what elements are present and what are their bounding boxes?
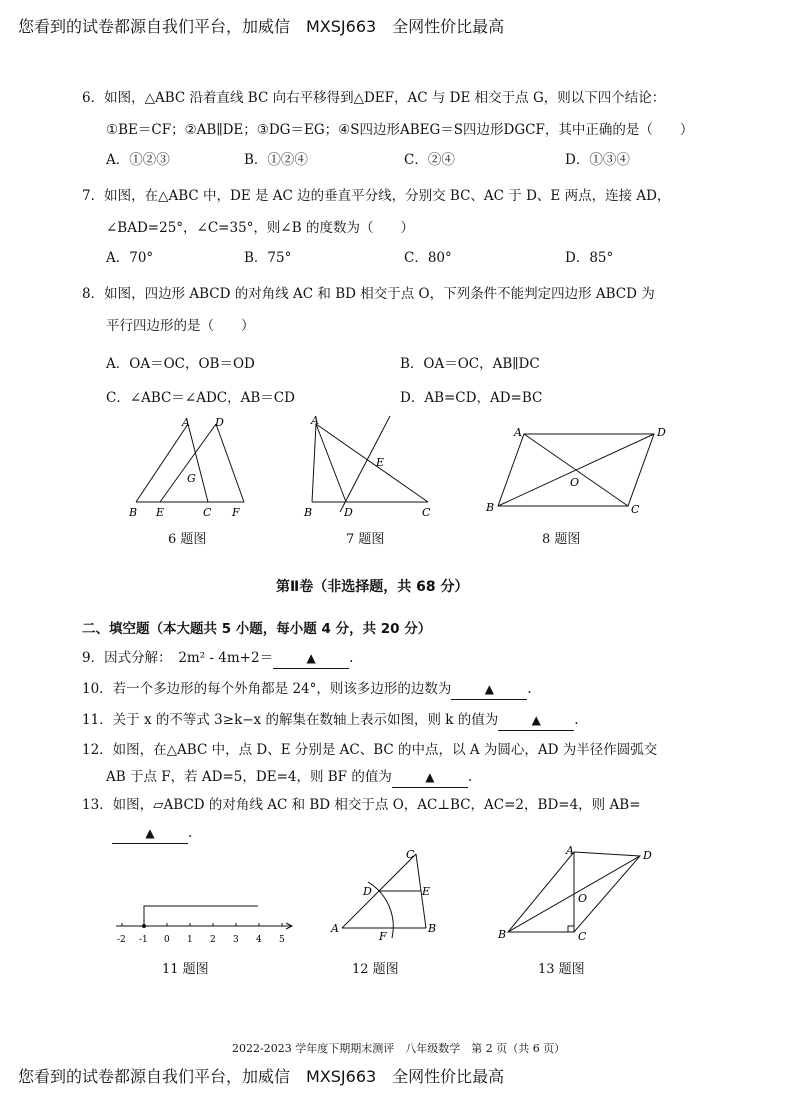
q11-answer-blank[interactable]: ▲ xyxy=(498,710,574,731)
fig7-caption: 7 题图 xyxy=(346,532,385,547)
q10-answer-blank[interactable]: ▲ xyxy=(451,679,527,700)
fig7-label-a: A xyxy=(311,414,319,427)
q9-end: . xyxy=(349,650,354,666)
q10-text: 10．若一个多边形的每个外角都是 24°，则该多边形的边数为 xyxy=(82,681,452,697)
q11-end: . xyxy=(574,712,579,728)
q13-line2 xyxy=(112,823,192,844)
part2-title: 第Ⅱ卷（非选择题，共 68 分） xyxy=(276,579,469,595)
q6-line2: ①BE＝CF；②AB∥DE；③DG＝EG；④S四边形ABEG＝S四边形DGCF，其中正确的是（ ） xyxy=(106,122,694,138)
fig12-label-c: C xyxy=(406,848,415,861)
fig11-tick-m2: -2 xyxy=(117,935,126,945)
fig11-tick-3: 3 xyxy=(233,935,239,945)
q12-line1: 12．如图，在△ABC 中，点 D、E 分别是 AC、BC 的中点，以 A 为圆心，AD 为半径作圆弧交 xyxy=(82,742,658,758)
q7-option-d: D．85° xyxy=(565,250,614,266)
fig8-label-b: B xyxy=(486,501,495,514)
top-banner: 您看到的试卷都源自我们平台，加威信 MXSJ663 全网性价比最高 xyxy=(18,17,505,36)
fig8-caption: 8 题图 xyxy=(542,532,581,547)
q12-end: . xyxy=(467,769,473,785)
q10 xyxy=(82,679,532,700)
figure-8 xyxy=(480,418,670,518)
fig11-tick-0: 0 xyxy=(164,935,170,945)
fig6-label-b: B xyxy=(129,506,138,519)
fig6-label-c: C xyxy=(203,506,212,519)
fig7-label-d: D xyxy=(344,506,353,519)
fig11-tick-2: 2 xyxy=(210,935,216,945)
fig6-caption: 6 题图 xyxy=(168,532,207,547)
fig12-label-f: F xyxy=(379,930,387,943)
q6-line1: 6．如图，△ABC 沿着直线 BC 向右平移得到△DEF，AC 与 DE 相交于点 G，则以下四个结论： xyxy=(82,90,666,106)
fig7-label-b: B xyxy=(304,506,313,519)
fig13-label-b: B xyxy=(498,928,507,941)
fig6-label-d: D xyxy=(215,416,224,429)
q9-text: 9．因式分解： 2m² - 4m+2＝ xyxy=(82,650,274,666)
fig12-caption: 12 题图 xyxy=(352,962,399,977)
q8-option-a: A．OA＝OC，OB＝OD xyxy=(106,356,255,372)
fig6-label-e: E xyxy=(156,506,165,519)
fig8-label-c: C xyxy=(631,503,640,516)
fig13-label-o: O xyxy=(578,892,588,905)
q6-option-b: B．①②④ xyxy=(244,152,308,168)
q6-option-d: D．①③④ xyxy=(565,152,630,168)
q7-option-b: B．75° xyxy=(244,250,292,266)
q9 xyxy=(82,648,353,669)
fig13-label-a: A xyxy=(566,844,574,857)
q7-line1: 7．如图，在△ABC 中，DE 是 AC 边的垂直平分线，分别交 BC、AC 于 D、E 两点，连接 AD， xyxy=(82,188,671,204)
fig11-tick-1: 1 xyxy=(187,935,193,945)
fig6-label-f: F xyxy=(232,506,240,519)
fig12-label-d: D xyxy=(363,885,372,898)
page-footer: 2022-2023 学年度下期期末测评 八年级数学 第 2 页（共 6 页） xyxy=(232,1042,566,1055)
fig11-tick-m1: -1 xyxy=(139,935,148,945)
fig11-tick-4: 4 xyxy=(256,935,262,945)
q8-option-c: C．∠ABC＝∠ADC，AB＝CD xyxy=(106,390,295,406)
q8-line2: 平行四边形的是（ ） xyxy=(106,318,255,334)
q8-line1: 8．如图，四边形 ABCD 的对角线 AC 和 BD 相交于点 O，下列条件不能判定四边形 ABCD 为 xyxy=(82,286,655,302)
figure-13 xyxy=(490,842,660,946)
q13-line1: 13．如图，▱ABCD 的对角线 AC 和 BD 相交于点 O，AC⊥BC，AC=2，BD=4，则 AB= xyxy=(82,797,641,813)
q8-option-d: D．AB=CD，AD=BC xyxy=(400,390,543,406)
fig12-label-e: E xyxy=(422,885,431,898)
fig11-caption: 11 题图 xyxy=(162,962,209,977)
fig8-label-a: A xyxy=(514,426,522,439)
q6-option-a: A．①②③ xyxy=(106,152,170,168)
section-fill-blank: 二、填空题（本大题共 5 小题，每小题 4 分，共 20 分） xyxy=(82,621,432,637)
fig8-label-d: D xyxy=(657,426,666,439)
q13-end: . xyxy=(188,825,193,841)
figure-7 xyxy=(300,412,440,520)
q9-answer-blank[interactable]: ▲ xyxy=(273,648,349,669)
fig7-label-e: E xyxy=(376,456,385,469)
fig13-caption: 13 题图 xyxy=(538,962,585,977)
q8-option-b: B．OA＝OC，AB∥DC xyxy=(400,356,540,372)
q13-answer-blank[interactable]: ▲ xyxy=(112,823,188,844)
fig11-tick-5: 5 xyxy=(279,935,285,945)
q6-option-c: C．②④ xyxy=(404,152,455,168)
q11-text: 11．关于 x 的不等式 3≥k−x 的解集在数轴上表示如图，则 k 的值为 xyxy=(82,712,499,728)
q7-line2: ∠BAD=25°，∠C=35°，则∠B 的度数为（ ） xyxy=(106,220,414,236)
figure-6 xyxy=(120,412,260,520)
fig6-label-a: A xyxy=(182,416,190,429)
figure-12 xyxy=(326,842,448,946)
bottom-banner: 您看到的试卷都源自我们平台，加威信 MXSJ663 全网性价比最高 xyxy=(18,1067,505,1086)
q7-option-a: A．70° xyxy=(106,250,154,266)
figure-11 xyxy=(110,896,300,950)
fig7-label-c: C xyxy=(422,506,431,519)
fig12-label-a: A xyxy=(331,922,339,935)
fig12-label-b: B xyxy=(428,922,437,935)
fig13-label-c: C xyxy=(578,930,587,943)
fig13-label-d: D xyxy=(643,849,652,862)
q12-answer-blank[interactable]: ▲ xyxy=(392,767,468,788)
q12-line2 xyxy=(106,767,472,788)
q7-option-c: C．80° xyxy=(404,250,452,266)
fig8-label-o: O xyxy=(570,476,580,489)
fig6-label-g: G xyxy=(187,472,196,485)
q10-end: . xyxy=(527,681,532,697)
q12-text: AB 于点 F，若 AD=5，DE=4，则 BF 的值为 xyxy=(106,769,392,785)
q11 xyxy=(82,710,579,731)
